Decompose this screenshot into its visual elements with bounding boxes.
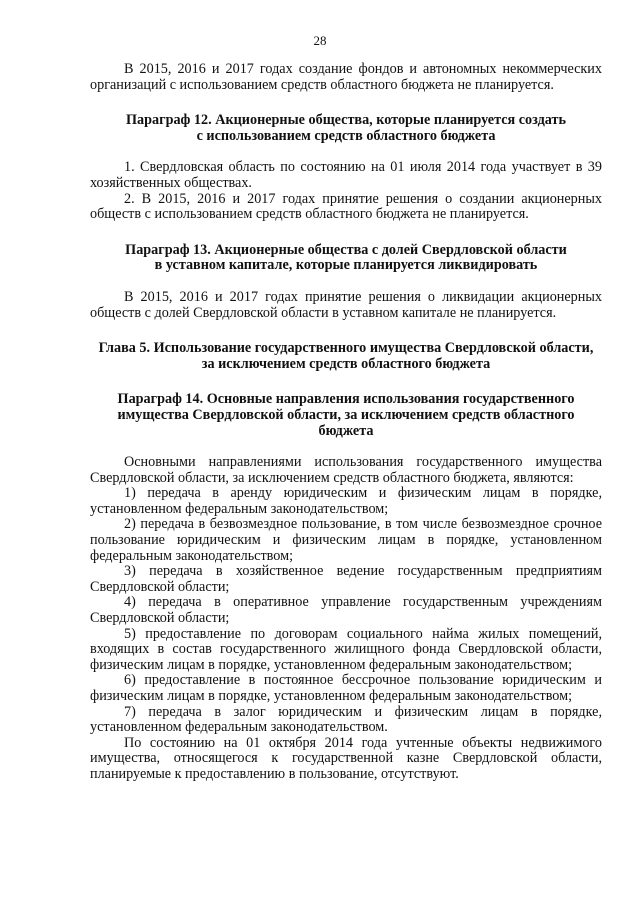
document-body [90, 62, 602, 783]
paragraph-12-item-2: 2. В 2015, 2016 и 2017 годах принятие решения о создании акционерных обществ с использованием средств областного бюджета не планируется. [90, 190, 602, 223]
paragraph-13-text: В 2015, 2016 и 2017 годах принятие решения о ликвидации акционерных обществ с долей Свердловской области в уставном капитале не планируется. [90, 288, 602, 321]
paragraph-14-lead: Основными направлениями использования государственного имущества Свердловской области, за исключением средств областного бюджета, являются: [90, 454, 602, 486]
heading-line: бюджета [318, 422, 374, 439]
list-item: 1) передача в аренду юридическим и физическим лицам в порядке, установленном федеральным законодательством; [90, 485, 602, 517]
heading-line: Глава 5. Использование государственного имущества Свердловской области, [98, 340, 594, 357]
heading-line: в уставном капитале, которые планируется ликвидировать [154, 257, 538, 274]
heading-line: Параграф 14. Основные направления использования государственного [117, 391, 575, 408]
heading-line: за исключением средств областного бюджета [201, 355, 491, 372]
list-item: 2) передача в безвозмездное пользование, в том числе безвозмездное срочное пользование юридическим и физическим лицам в порядке, установленном федеральным законодательством; [90, 516, 602, 564]
list-item: 6) предоставление в постоянное бессрочное пользование юридическим и физическим лицам в порядке, установленном федеральным законодательством; [90, 672, 602, 704]
heading-line: Параграф 13. Акционерные общества с долей Свердловской области [125, 241, 567, 258]
heading-line: с использованием средств областного бюджета [196, 127, 496, 144]
page-number: 28 [313, 33, 327, 48]
paragraph-12-item-1: 1. Свердловская область по состоянию на 01 июля 2014 года участвует в 39 хозяйственных обществах. [90, 159, 602, 191]
heading-line: имущества Свердловской области, за исключением средств областного [117, 406, 575, 423]
list-item: 5) предоставление по договорам социального найма жилых помещений, входящих в состав государственного жилищного фонда Свердловской области, физическим лицам в порядке, установленном федеральным законодательством; [90, 625, 602, 673]
list-item: 7) передача в залог юридическим и физическим лицам в порядке, установленном федеральным законодательством. [90, 703, 602, 736]
chapter-5-heading [90, 341, 602, 372]
list-item: 3) передача в хозяйственное ведение государственным предприятиям Свердловской области; [90, 563, 602, 595]
heading-line: Параграф 12. Акционерные общества, которые планируется создать [126, 112, 566, 129]
paragraph-12-heading [90, 113, 602, 144]
paragraph-14-heading [90, 392, 602, 439]
paragraph-14-closing: По состоянию на 01 октября 2014 года учтенные объекты недвижимого имущества, относящегося к государственной казне Свердловской области, планируемые к предоставлению в пользование, отсутствуют. [90, 734, 602, 782]
list-item: 4) передача в оперативное управление государственным учреждениям Свердловской области; [90, 594, 602, 627]
intro-paragraph: В 2015, 2016 и 2017 годах создание фондов и автономных некоммерческих организаций с использованием средств областного бюджета не планируется. [90, 61, 602, 93]
paragraph-13-heading [90, 243, 602, 274]
